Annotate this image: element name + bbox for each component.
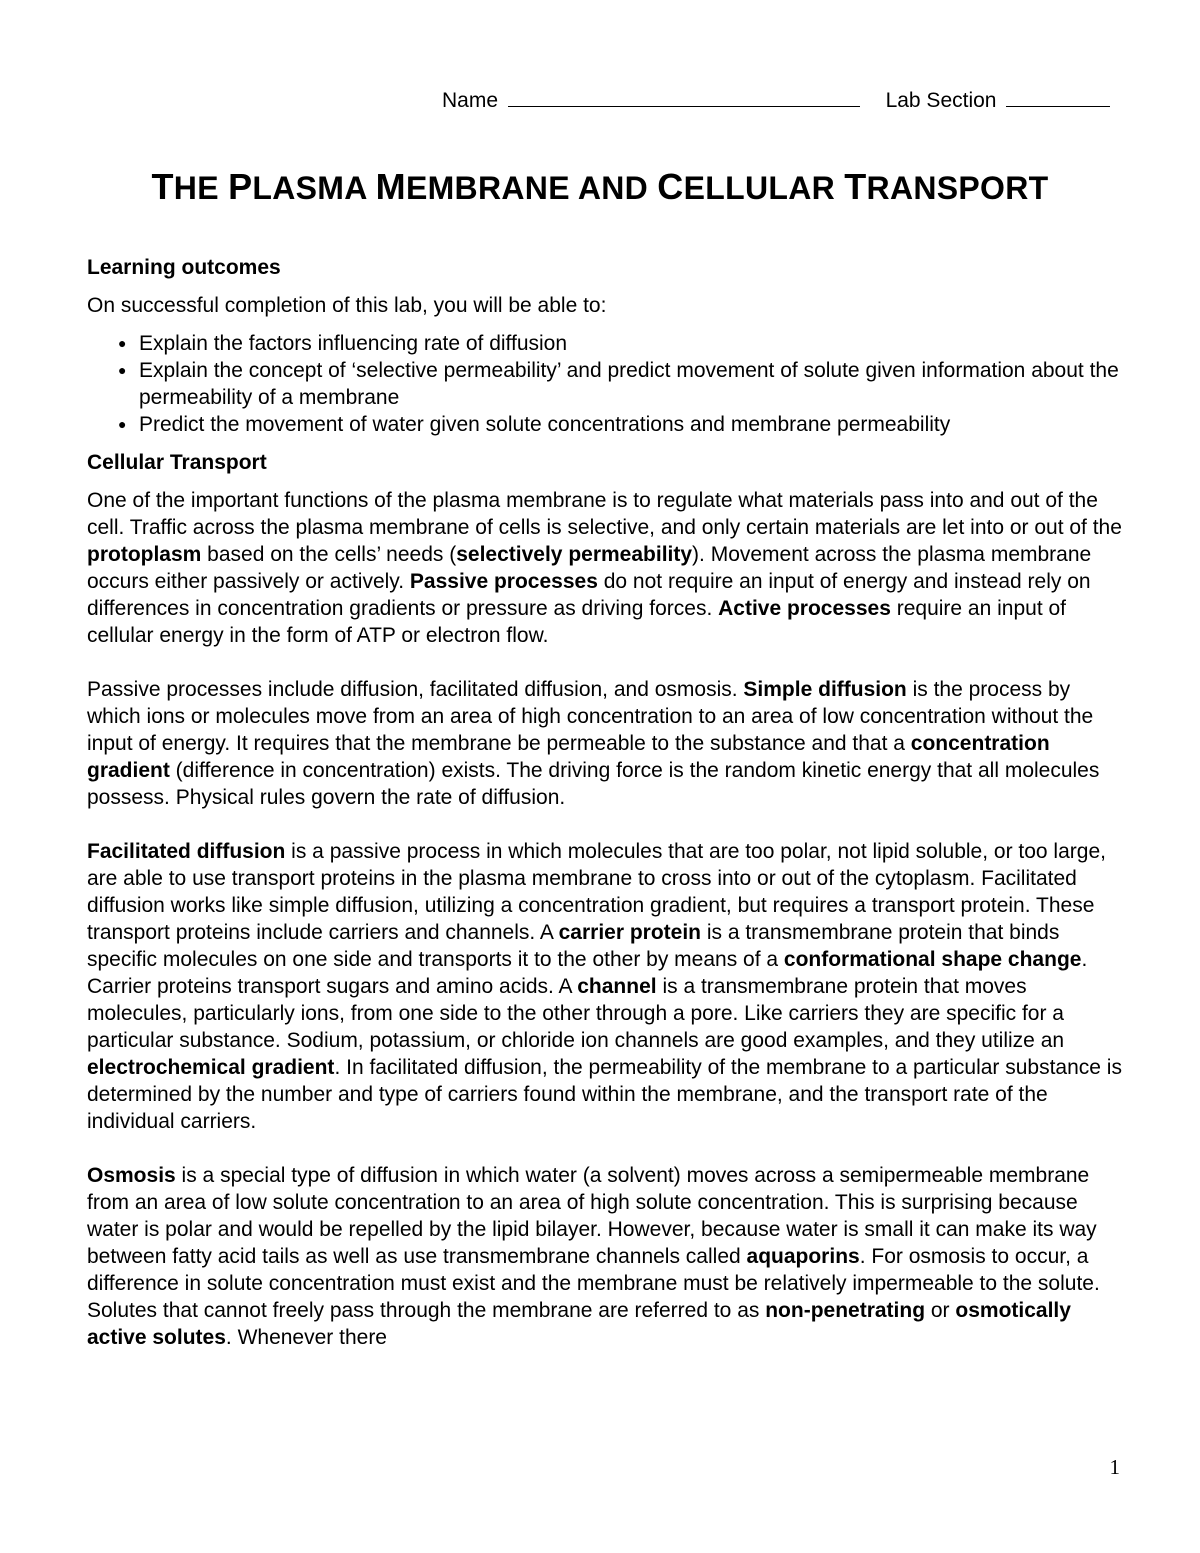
header-fields: [442, 86, 1132, 113]
title-cap: T: [151, 166, 174, 207]
name-blank[interactable]: [508, 86, 860, 107]
bullet-icon: ●: [118, 335, 127, 351]
title-cap: C: [657, 166, 684, 207]
title-text: RANSPORT: [866, 170, 1049, 206]
learning-outcomes-list: [87, 330, 1127, 438]
title-text: AND: [577, 170, 649, 206]
name-label: Name: [442, 89, 499, 112]
title-text: ELLULAR: [683, 170, 836, 206]
list-item: ● Explain the concept of ‘selective permeability’ and predict movement of solute given information about the permeability of a membrane: [118, 359, 1119, 409]
page-title: [0, 166, 1200, 208]
title-cap: P: [228, 166, 253, 207]
document-body: [87, 254, 1127, 1351]
paragraph-transport-intro: One of the important functions of the plasma membrane is to regulate what materials pass into and out of the cell. Traffic across the plasma membrane of cells is selective, and only certain materials are let into or out of the protoplasm based on the cells’ needs (selectively permeability). Movement across the plasma membrane occurs either passively or actively. Passive processes do not require an input of energy and instead rely on differences in concentration gradients or pressure as driving forces. Active processes require an input of cellular energy in the form of ATP or electron flow.: [87, 489, 1122, 647]
list-item: ● Explain the factors influencing rate of diffusion: [118, 332, 568, 355]
title-cap: M: [375, 166, 406, 207]
cellular-transport-heading: Cellular Transport: [87, 451, 267, 474]
paragraph-simple-diffusion: Passive processes include diffusion, facilitated diffusion, and osmosis. Simple diffusion is the process by which ions or molecules move from an area of high concentration to an area of low concentration without the input of energy. It requires that the membrane be permeable to the substance and that a concentration gradient (difference in concentration) exists. The driving force is the random kinetic energy that all molecules possess. Physical rules govern the rate of diffusion.: [87, 678, 1100, 809]
lab-section-blank[interactable]: [1006, 86, 1110, 107]
title-cap: T: [844, 166, 867, 207]
paragraph-facilitated-diffusion: Facilitated diffusion is a passive process in which molecules that are too polar, not lipid soluble, or too large, are able to use transport proteins in the plasma membrane to cross into or out of the cytoplasm. Facilitated diffusion works like simple diffusion, utilizing a concentration gradient, but requires a transport protein. These transport proteins include carriers and channels. A carrier protein is a transmembrane protein that binds specific molecules on one side and transports it to the other by means of a conformational shape change. Carrier proteins transport sugars and amino acids. A channel is a transmembrane protein that moves molecules, particularly ions, from one side to the other through a pore. Like carriers they are specific for a particular substance. Sodium, potassium, or chloride ion channels are good examples, and they utilize an electrochemical gradient. In facilitated diffusion, the permeability of the membrane to a particular substance is determined by the number and type of carriers found within the membrane, and the transport rate of the individual carriers.: [87, 840, 1122, 1133]
title-text: LASMA: [252, 170, 367, 206]
lab-section-label: Lab Section: [885, 89, 997, 112]
learning-outcomes-intro: On successful completion of this lab, you will be able to:: [87, 294, 607, 317]
page-number: 1: [1109, 1455, 1120, 1479]
learning-outcomes-heading: Learning outcomes: [87, 256, 281, 279]
title-text: EMBRANE: [405, 170, 570, 206]
list-item: ● Predict the movement of water given solute concentrations and membrane permeability: [118, 413, 951, 436]
paragraph-osmosis: Osmosis is a special type of diffusion in which water (a solvent) moves across a semipermeable membrane from an area of low solute concentration to an area of high solute concentration. This is surprising because water is polar and would be repelled by the lipid bilayer. However, because water is small it can make its way between fatty acid tails as well as use transmembrane channels called aquaporins. For osmosis to occur, a difference in solute concentration must exist and the membrane must be relatively impermeable to the solute. Solutes that cannot freely pass through the membrane are referred to as non-penetrating or osmotically active solutes. Whenever there: [87, 1164, 1100, 1349]
bullet-icon: ●: [118, 362, 127, 378]
title-text: HE: [173, 170, 219, 206]
bullet-icon: ●: [118, 416, 127, 432]
